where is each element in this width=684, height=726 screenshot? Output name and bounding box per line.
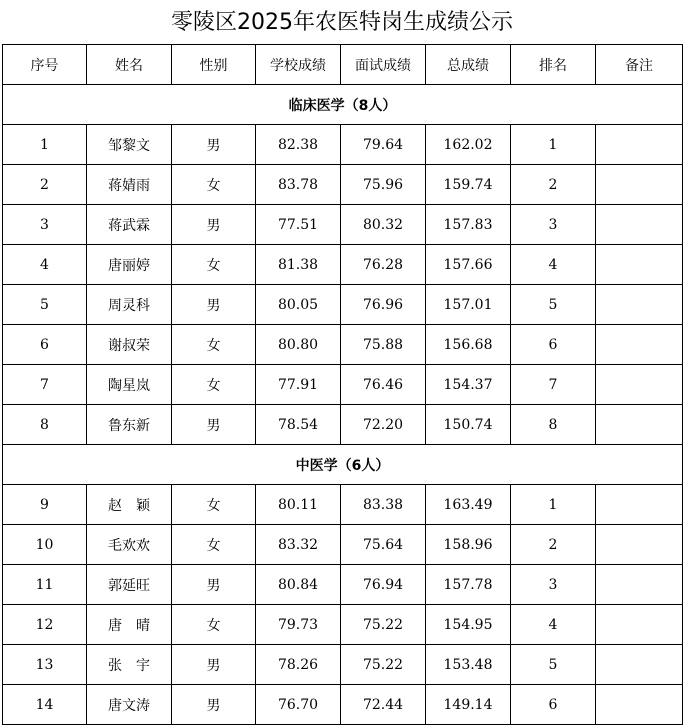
cell-interview-score: 72.44 [341,685,426,725]
cell-rank: 5 [511,645,596,685]
cell-interview-score: 83.38 [341,485,426,525]
cell-school-score: 78.54 [256,405,341,445]
cell-rank: 6 [511,325,596,365]
cell-interview-score: 76.94 [341,565,426,605]
header-row [3,45,683,85]
cell-name: 蒋婧雨 [87,165,172,205]
cell-school-score: 83.78 [256,165,341,205]
cell-name: 蒋武霖 [87,205,172,245]
cell-rank: 2 [511,165,596,205]
cell-total-score: 162.02 [426,125,511,165]
cell-note [596,205,683,245]
cell-no: 12 [3,605,87,645]
cell-name: 赵 颖 [87,485,172,525]
cell-no: 7 [3,365,87,405]
cell-gender: 男 [172,685,256,725]
table-row [3,325,683,365]
cell-school-score: 80.05 [256,285,341,325]
cell-school-score: 77.91 [256,365,341,405]
cell-gender: 男 [172,205,256,245]
cell-gender: 男 [172,125,256,165]
cell-rank: 5 [511,285,596,325]
cell-name: 毛欢欢 [87,525,172,565]
table-row [3,405,683,445]
cell-rank: 4 [511,245,596,285]
cell-gender: 女 [172,245,256,285]
page-title: 零陵区2025年农医特岗生成绩公示 [171,10,513,35]
cell-note [596,645,683,685]
cell-rank: 6 [511,685,596,725]
cell-school-score: 77.51 [256,205,341,245]
header-cell-rank: 排名 [511,45,596,85]
section-title: 临床医学（8人） [3,85,683,125]
cell-no: 1 [3,125,87,165]
cell-school-score: 79.73 [256,605,341,645]
cell-school-score: 80.84 [256,565,341,605]
cell-note [596,685,683,725]
cell-note [596,365,683,405]
cell-interview-score: 76.28 [341,245,426,285]
cell-gender: 女 [172,605,256,645]
cell-name: 唐 晴 [87,605,172,645]
cell-no: 14 [3,685,87,725]
cell-school-score: 80.11 [256,485,341,525]
cell-no: 4 [3,245,87,285]
cell-no: 5 [3,285,87,325]
cell-rank: 1 [511,125,596,165]
cell-name: 唐文涛 [87,685,172,725]
table-body [3,45,683,725]
cell-gender: 女 [172,365,256,405]
cell-note [596,285,683,325]
cell-rank: 1 [511,485,596,525]
cell-interview-score: 75.64 [341,525,426,565]
cell-name: 鲁东新 [87,405,172,445]
header-cell-school-score: 学校成绩 [256,45,341,85]
cell-no: 2 [3,165,87,205]
cell-note [596,245,683,285]
table-row [3,125,683,165]
cell-gender: 男 [172,645,256,685]
cell-note [596,165,683,205]
cell-total-score: 157.66 [426,245,511,285]
cell-note [596,605,683,645]
cell-name: 郭延旺 [87,565,172,605]
cell-note [596,565,683,605]
cell-interview-score: 80.32 [341,205,426,245]
table-row [3,365,683,405]
cell-note [596,325,683,365]
cell-rank: 7 [511,365,596,405]
section-header-row [3,445,683,485]
cell-name: 唐丽婷 [87,245,172,285]
section-title: 中医学（6人） [3,445,683,485]
cell-note [596,525,683,565]
cell-no: 6 [3,325,87,365]
cell-school-score: 80.80 [256,325,341,365]
cell-gender: 女 [172,525,256,565]
cell-rank: 2 [511,525,596,565]
cell-gender: 男 [172,285,256,325]
cell-rank: 4 [511,605,596,645]
cell-name: 谢叔荣 [87,325,172,365]
cell-no: 11 [3,565,87,605]
cell-school-score: 82.38 [256,125,341,165]
cell-note [596,125,683,165]
cell-rank: 3 [511,205,596,245]
cell-no: 3 [3,205,87,245]
header-cell-interview-score: 面试成绩 [341,45,426,85]
table-row [3,245,683,285]
cell-rank: 8 [511,405,596,445]
cell-interview-score: 75.22 [341,605,426,645]
header-cell-no: 序号 [3,45,87,85]
header-cell-total-score: 总成绩 [426,45,511,85]
cell-gender: 女 [172,485,256,525]
cell-note [596,485,683,525]
table-row [3,285,683,325]
cell-total-score: 150.74 [426,405,511,445]
table-row [3,165,683,205]
cell-gender: 男 [172,565,256,605]
cell-total-score: 156.68 [426,325,511,365]
cell-total-score: 149.14 [426,685,511,725]
cell-interview-score: 76.96 [341,285,426,325]
cell-no: 9 [3,485,87,525]
cell-gender: 男 [172,405,256,445]
table-row [3,205,683,245]
table-row [3,645,683,685]
cell-name: 张 宇 [87,645,172,685]
table-row [3,485,683,525]
table-row [3,685,683,725]
table-row [3,565,683,605]
cell-no: 13 [3,645,87,685]
cell-no: 10 [3,525,87,565]
cell-school-score: 78.26 [256,645,341,685]
cell-interview-score: 72.20 [341,405,426,445]
cell-total-score: 153.48 [426,645,511,685]
cell-interview-score: 79.64 [341,125,426,165]
cell-gender: 女 [172,165,256,205]
cell-name: 陶星岚 [87,365,172,405]
section-header-row [3,85,683,125]
table-row [3,525,683,565]
header-cell-name: 姓名 [87,45,172,85]
cell-school-score: 83.32 [256,525,341,565]
cell-gender: 女 [172,325,256,365]
cell-name: 周灵科 [87,285,172,325]
cell-interview-score: 75.88 [341,325,426,365]
cell-total-score: 158.96 [426,525,511,565]
cell-school-score: 76.70 [256,685,341,725]
cell-note [596,405,683,445]
cell-total-score: 154.95 [426,605,511,645]
cell-total-score: 157.01 [426,285,511,325]
cell-school-score: 81.38 [256,245,341,285]
cell-interview-score: 75.22 [341,645,426,685]
cell-interview-score: 76.46 [341,365,426,405]
cell-total-score: 163.49 [426,485,511,525]
table-row [3,605,683,645]
cell-total-score: 157.78 [426,565,511,605]
cell-total-score: 154.37 [426,365,511,405]
score-table [2,44,683,725]
header-cell-note: 备注 [596,45,683,85]
header-cell-gender: 性别 [172,45,256,85]
cell-no: 8 [3,405,87,445]
cell-name: 邹黎文 [87,125,172,165]
cell-total-score: 159.74 [426,165,511,205]
cell-interview-score: 75.96 [341,165,426,205]
cell-rank: 3 [511,565,596,605]
cell-total-score: 157.83 [426,205,511,245]
